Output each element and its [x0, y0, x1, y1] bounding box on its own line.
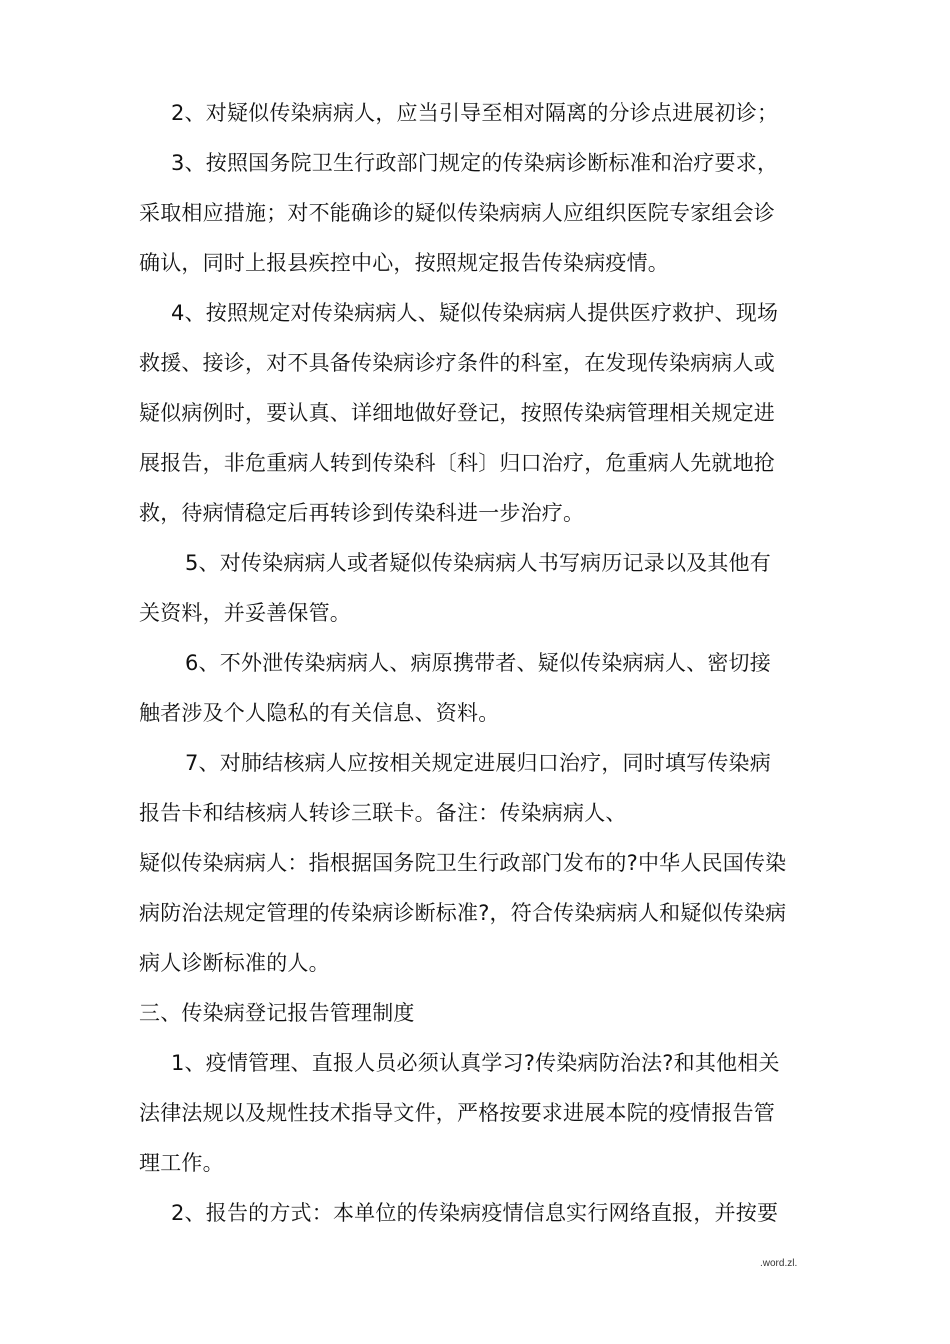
text-line: 6、不外泄传染病病人、病原携带者、疑似传染病病人、密切接: [185, 651, 771, 675]
text-line: 2、报告的方式：本单位的传染病疫情信息实行网络直报，并按要: [171, 1201, 779, 1225]
text-line: 救援、接诊，对不具备传染病诊疗条件的科室，在发现传染病病人或: [139, 351, 775, 375]
text-line: 7、对肺结核病人应按相关规定进展归口治疗，同时填写传染病: [185, 751, 771, 775]
text-line: 5、对传染病病人或者疑似传染病病人书写病历记录以及其他有: [185, 551, 771, 575]
text-line: 展报告，非危重病人转到传染科〔科〕归口治疗，危重病人先就地抢: [139, 451, 775, 475]
text-line: 病人诊断标准的人。: [139, 951, 330, 975]
text-line: 救，待病情稳定后再转诊到传染科进一步治疗。: [139, 501, 585, 525]
page-footer: .word.zl.: [760, 1258, 798, 1269]
text-line: 法律法规以及规性技术指导文件，严格按要求进展本院的疫情报告管: [139, 1101, 775, 1125]
text-line: 理工作。: [139, 1151, 224, 1175]
text-line: 病防治法规定管理的传染病诊断标准?，符合传染病病人和疑似传染病: [139, 901, 787, 925]
text-line: 确认，同时上报县疾控中心，按照规定报告传染病疫情。: [139, 251, 669, 275]
text-line: 疑似传染病病人：指根据国务院卫生行政部门发布的?中华人民国传染: [139, 851, 787, 875]
text-line: 采取相应措施；对不能确诊的疑似传染病病人应组织医院专家组会诊: [139, 201, 775, 225]
text-line: 3、按照国务院卫生行政部门规定的传染病诊断标准和治疗要求，: [171, 151, 779, 175]
text-line: 疑似病例时，要认真、详细地做好登记，按照传染病管理相关规定进: [139, 401, 775, 425]
text-line: 1、疫情管理、直报人员必须认真学习?传染病防治法?和其他相关: [171, 1051, 780, 1075]
text-line: 关资料，并妥善保管。: [139, 601, 351, 625]
section-heading: 三、传染病登记报告管理制度: [139, 1001, 415, 1025]
text-line: 2、对疑似传染病病人，应当引导至相对隔离的分诊点进展初诊；: [171, 101, 779, 125]
text-line: 报告卡和结核病人转诊三联卡。备注：传染病病人、: [139, 801, 627, 825]
text-line: 4、按照规定对传染病病人、疑似传染病病人提供医疗救护、现场: [171, 301, 779, 325]
text-line: 触者涉及个人隐私的有关信息、资料。: [139, 701, 500, 725]
